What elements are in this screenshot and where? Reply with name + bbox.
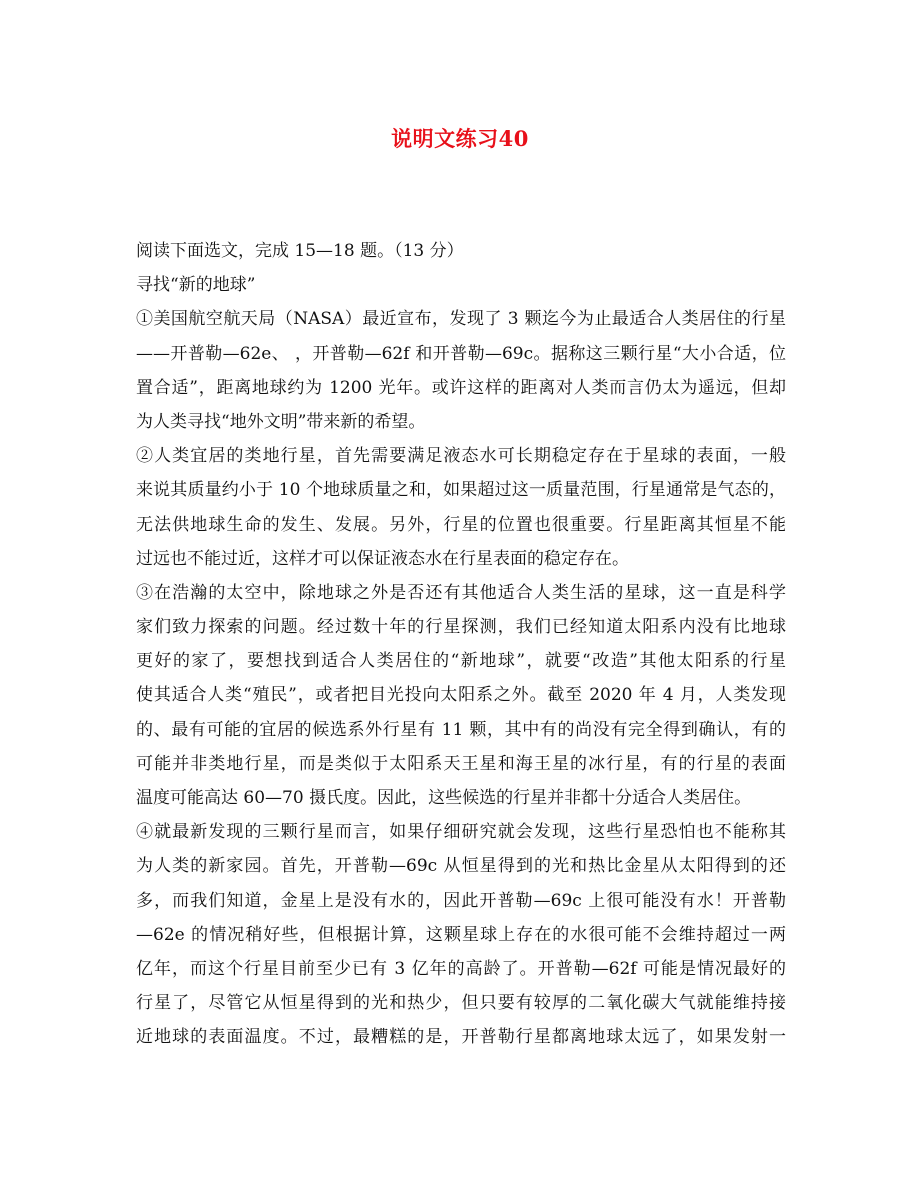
text-line: ④就最新发现的三颗行星而言，如果仔细研究就会发现，这些行星恐怕也不能称其 <box>136 822 786 843</box>
text-line: 为人类寻找“地外文明”带来新的希望。 <box>136 411 426 432</box>
text-line: 近地球的表面温度。不过，最糟糕的是，开普勒行星都离地球太远了，如果发射一 <box>136 1027 786 1048</box>
text-line: —62e 的情况稍好些，但根据计算，这颗星球上存在的水很可能不会维持超过一两 <box>136 924 786 945</box>
text-line: 的、最有可能的宜居的候选系外行星有 11 颗，其中有的尚没有完全得到确认，有的 <box>136 719 786 740</box>
text-line: 多，而我们知道，金星上是没有水的，因此开普勒—69c 上很可能没有水！开普勒 <box>136 890 786 911</box>
text-line: 行星了，尽管它从恒星得到的光和热少，但只要有较厚的二氧化碳大气就能维持接 <box>136 993 786 1014</box>
text-line: 亿年，而这个行星目前至少已有 3 亿年的高龄了。开普勒—62f 可能是情况最好的 <box>136 958 786 979</box>
text-line: 来说其质量约小于 10 个地球质量之和，如果超过这一质量范围，行星通常是气态的， <box>136 480 786 501</box>
text-line: 家们致力探索的问题。经过数十年的行星探测，我们已经知道太阳系内没有比地球 <box>136 617 786 638</box>
text-line: 置合适”，距离地球约为 1200 光年。或许这样的距离对人类而言仍太为遥远，但却 <box>136 377 786 398</box>
text-line: 无法供地球生命的发生、发展。另外，行星的位置也很重要。行星距离其恒星不能 <box>136 514 786 535</box>
text-line: 可能并非类地行星，而是类似于太阳系天王星和海王星的冰行星，有的行星的表面 <box>136 753 786 774</box>
text-line: 使其适合人类“殖民”，或者把目光投向太阳系之外。截至 2020 年 4 月，人类发现 <box>136 685 786 706</box>
article-body <box>136 234 786 1055</box>
text-line: 为人类的新家园。首先，开普勒—69c 从恒星得到的光和热比金星从太阳得到的还 <box>136 856 786 877</box>
page-title: 说明文练习40 <box>391 126 529 151</box>
article-title: 寻找“新的地球” <box>136 275 256 296</box>
text-line: ——开普勒—62e、 ，开普勒—62f 和开普勒—69c。据称这三颗行星“大小合适，位 <box>136 343 786 364</box>
text-line: ③在浩瀚的太空中，除地球之外是否还有其他适合人类生活的星球，这一直是科学 <box>136 582 786 603</box>
text-line: ①美国航空航天局（NASA）最近宣布，发现了 3 颗迄今为止最适合人类居住的行星 <box>136 309 786 330</box>
text-line: 过远也不能过近，这样才可以保证液态水在行星表面的稳定存在。 <box>136 548 629 569</box>
text-line: 更好的家了，要想找到适合人类居住的“新地球”，就要“改造”其他太阳系的行星 <box>136 651 786 672</box>
text-line: ②人类宜居的类地行星，首先需要满足液态水可长期稳定存在于星球的表面，一般 <box>136 446 786 467</box>
question-instruction: 阅读下面选文，完成 15—18 题。（13 分） <box>136 241 464 261</box>
text-line: 温度可能高达 60—70 摄氏度。因此，这些候选的行星并非都十分适合人类居住。 <box>136 788 752 808</box>
